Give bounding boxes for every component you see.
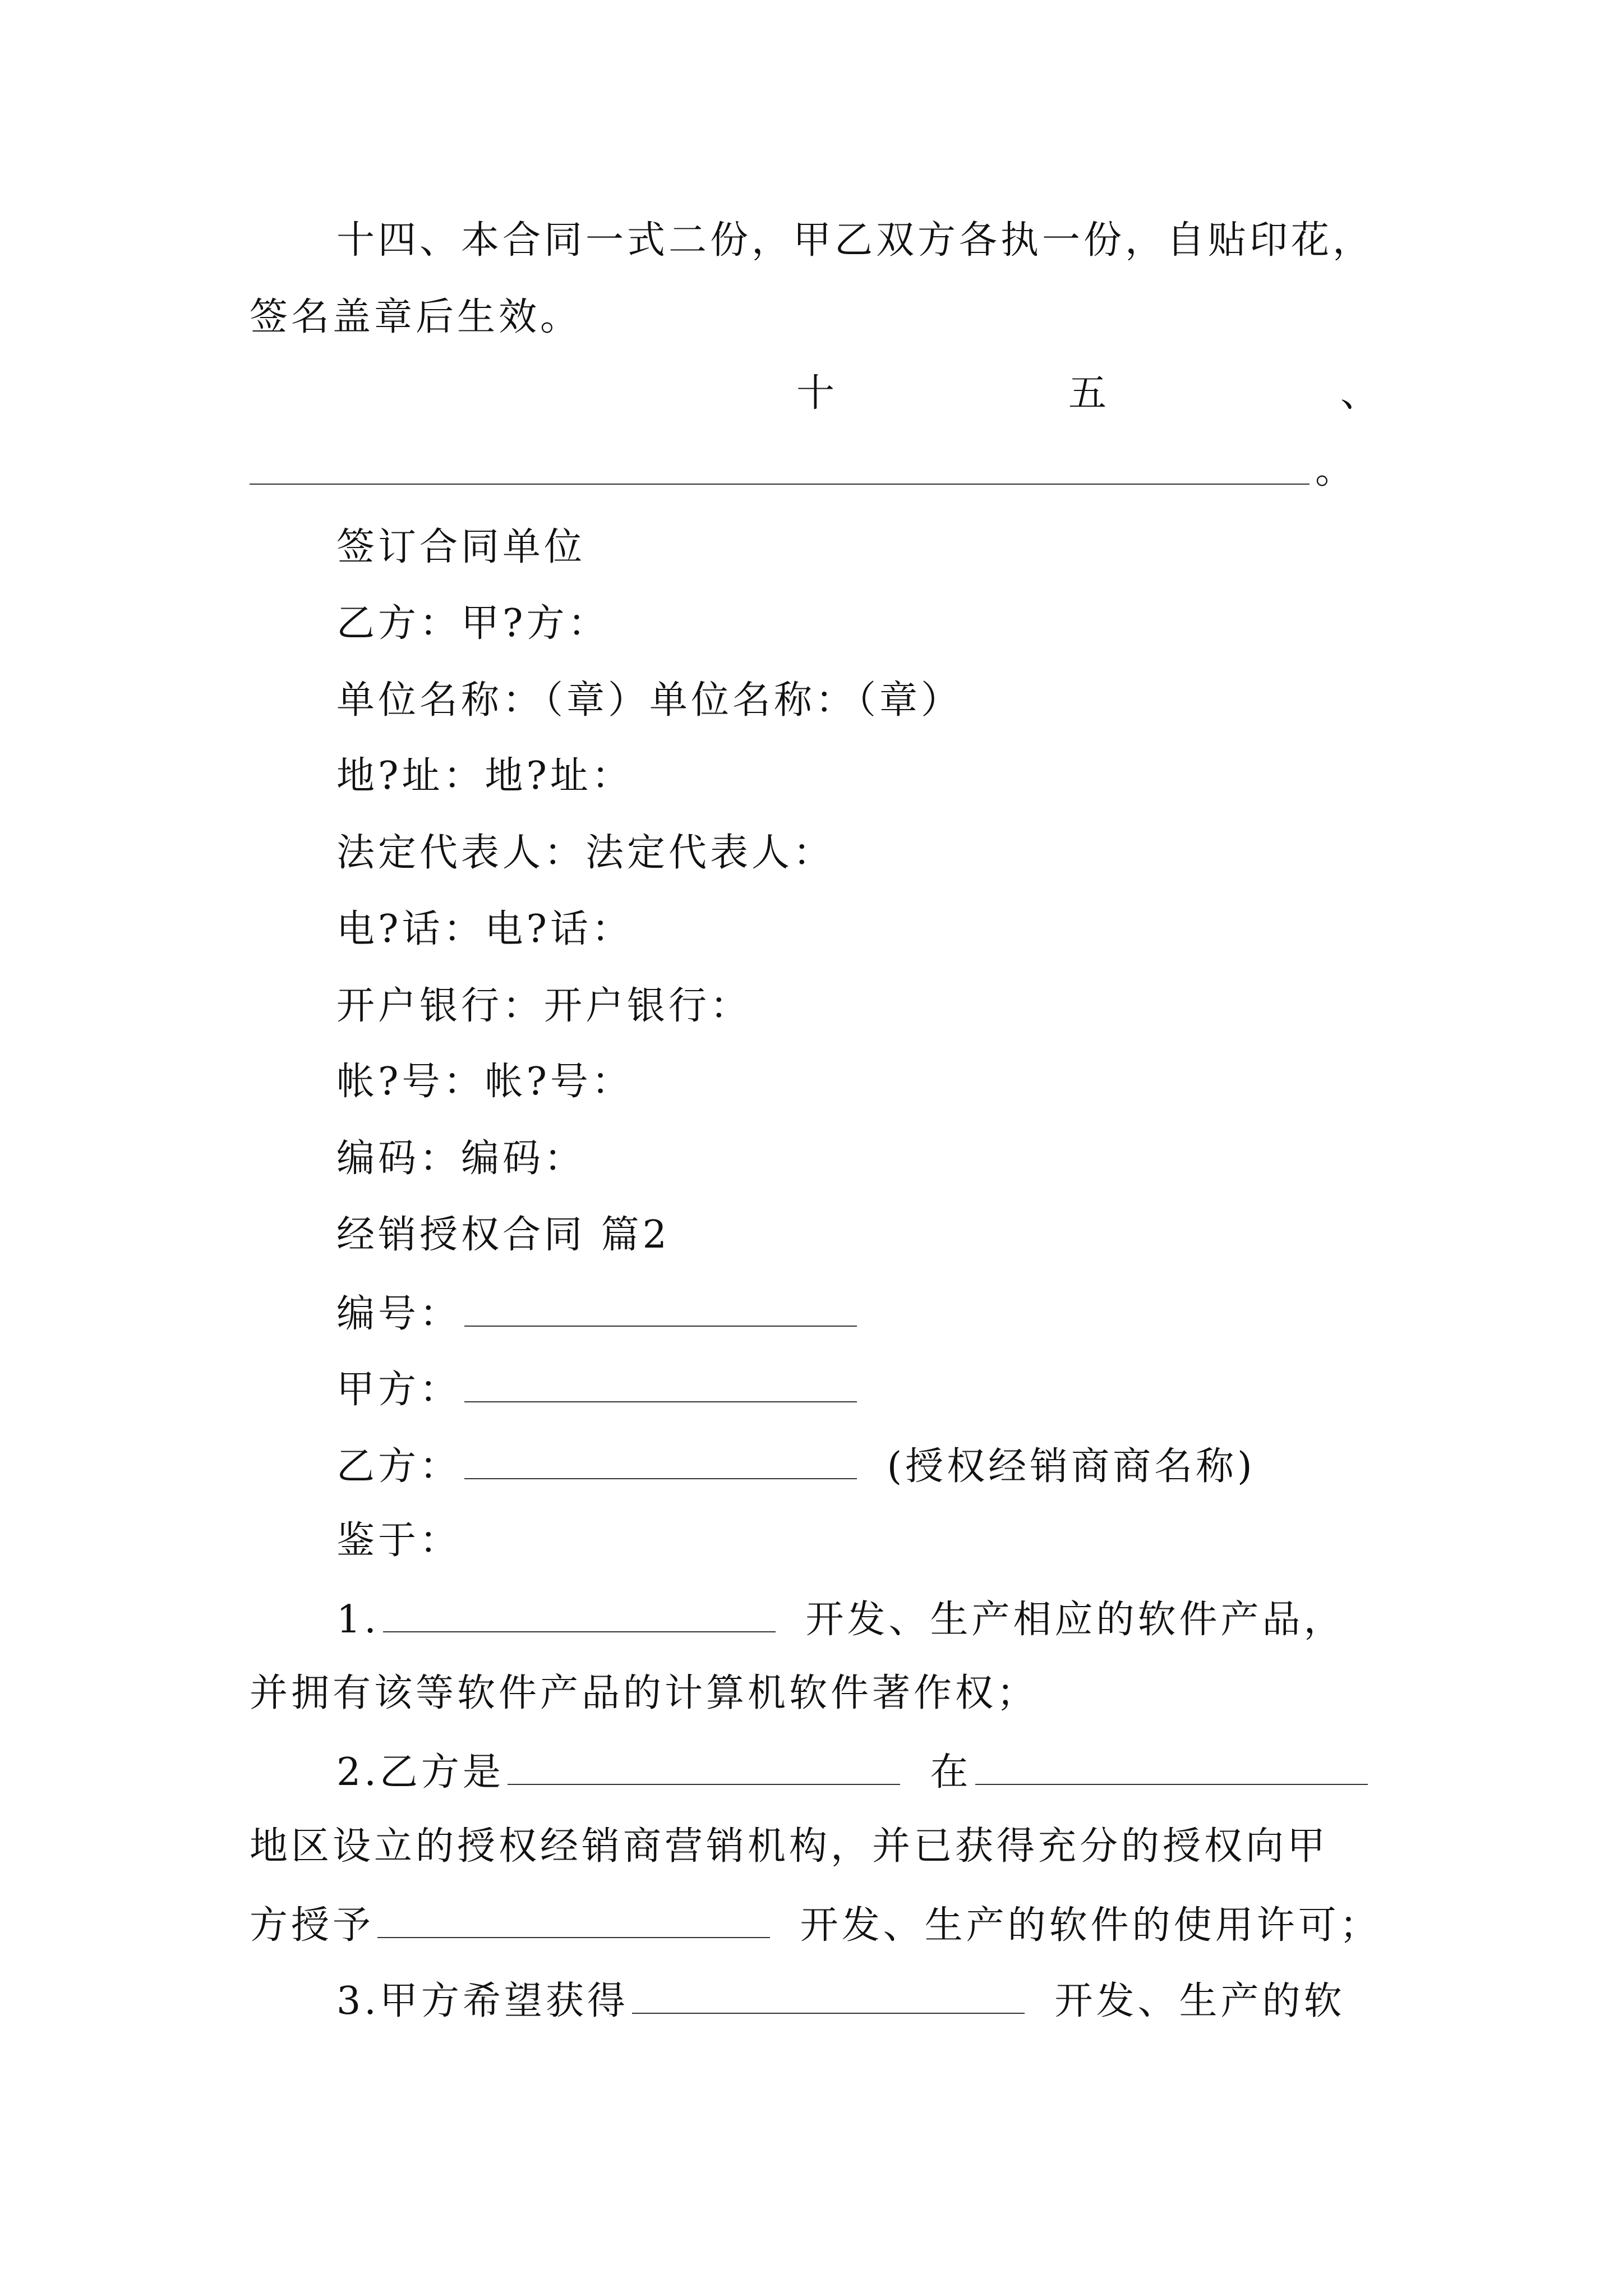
item-2-prefix: 2.乙方是 <box>336 1750 504 1795</box>
party-b-label: 乙方： <box>336 1444 462 1489</box>
number-label: 编号： <box>336 1292 462 1336</box>
item-2-blank-3 <box>377 1904 770 1938</box>
number-row <box>336 1292 860 1336</box>
item-2-blank-1 <box>508 1751 900 1785</box>
item-2-line-3-prefix: 方授予 <box>250 1903 375 1948</box>
item-1-suffix: 开发、生产相应的软件产品， <box>805 1598 1345 1642</box>
item-2-line-3 <box>250 1903 1381 1948</box>
clause-15-char-2: 五 <box>1068 371 1110 416</box>
signing-parties: 乙方：甲?方： <box>336 601 610 646</box>
signing-unit-name: 单位名称：（章）单位名称：（章） <box>336 678 963 723</box>
item-2-mid: 在 <box>930 1750 972 1795</box>
party-b-row <box>336 1444 1256 1489</box>
clause-15-char-1: 十 <box>796 371 838 416</box>
clause-15-blank <box>250 484 1310 485</box>
number-blank <box>464 1293 857 1327</box>
item-1-blank <box>383 1599 776 1632</box>
whereas-label: 鉴于： <box>336 1519 462 1563</box>
party-b-blank <box>464 1446 857 1479</box>
signing-bank: 开户银行：开户银行： <box>336 984 752 1028</box>
party-a-blank <box>464 1369 857 1402</box>
signing-account: 帐?号：帐?号： <box>336 1060 633 1104</box>
item-2-blank-2 <box>975 1751 1368 1785</box>
signing-address: 地?址：地?址： <box>336 754 633 798</box>
item-3-line-1 <box>336 1980 1345 2021</box>
item-2-line-3-suffix: 开发、生产的软件的使用许可； <box>800 1903 1381 1948</box>
party-a-row <box>336 1368 860 1412</box>
signing-legal-rep: 法定代表人：法定代表人： <box>336 831 835 875</box>
clause-14-line-2: 签名盖章后生效。 <box>250 295 582 339</box>
item-2-line-1 <box>336 1750 1371 1795</box>
party-a-label: 甲方： <box>336 1368 462 1412</box>
item-3-blank <box>632 1980 1025 2014</box>
item-3-suffix: 开发、生产的软 <box>1054 1979 1345 2023</box>
item-1-line-2: 并拥有该等软件产品的计算机软件著作权； <box>250 1671 1039 1715</box>
party-b-note: (授权经销商商名称) <box>887 1444 1256 1489</box>
item-1-line-1 <box>336 1598 1345 1642</box>
item-1-prefix: 1. <box>336 1598 380 1642</box>
item-2-line-2: 地区设立的授权经销商营销机构，并已获得充分的授权向甲 <box>250 1824 1329 1869</box>
contract-2-title: 经销授权合同 篇2 <box>336 1213 670 1257</box>
signing-postcode: 编码：编码： <box>336 1137 586 1181</box>
item-3-prefix: 3.甲方希望获得 <box>336 1979 629 2023</box>
signing-phone: 电?话：电?话： <box>336 907 633 951</box>
clause-14-line-1: 十四、本合同一式二份，甲乙双方各执一份，自贴印花， <box>336 218 1375 263</box>
clause-15-char-3: 、 <box>1340 371 1382 416</box>
signing-heading: 签订合同单位 <box>336 525 586 569</box>
clause-15-end: 。 <box>1315 448 1357 493</box>
